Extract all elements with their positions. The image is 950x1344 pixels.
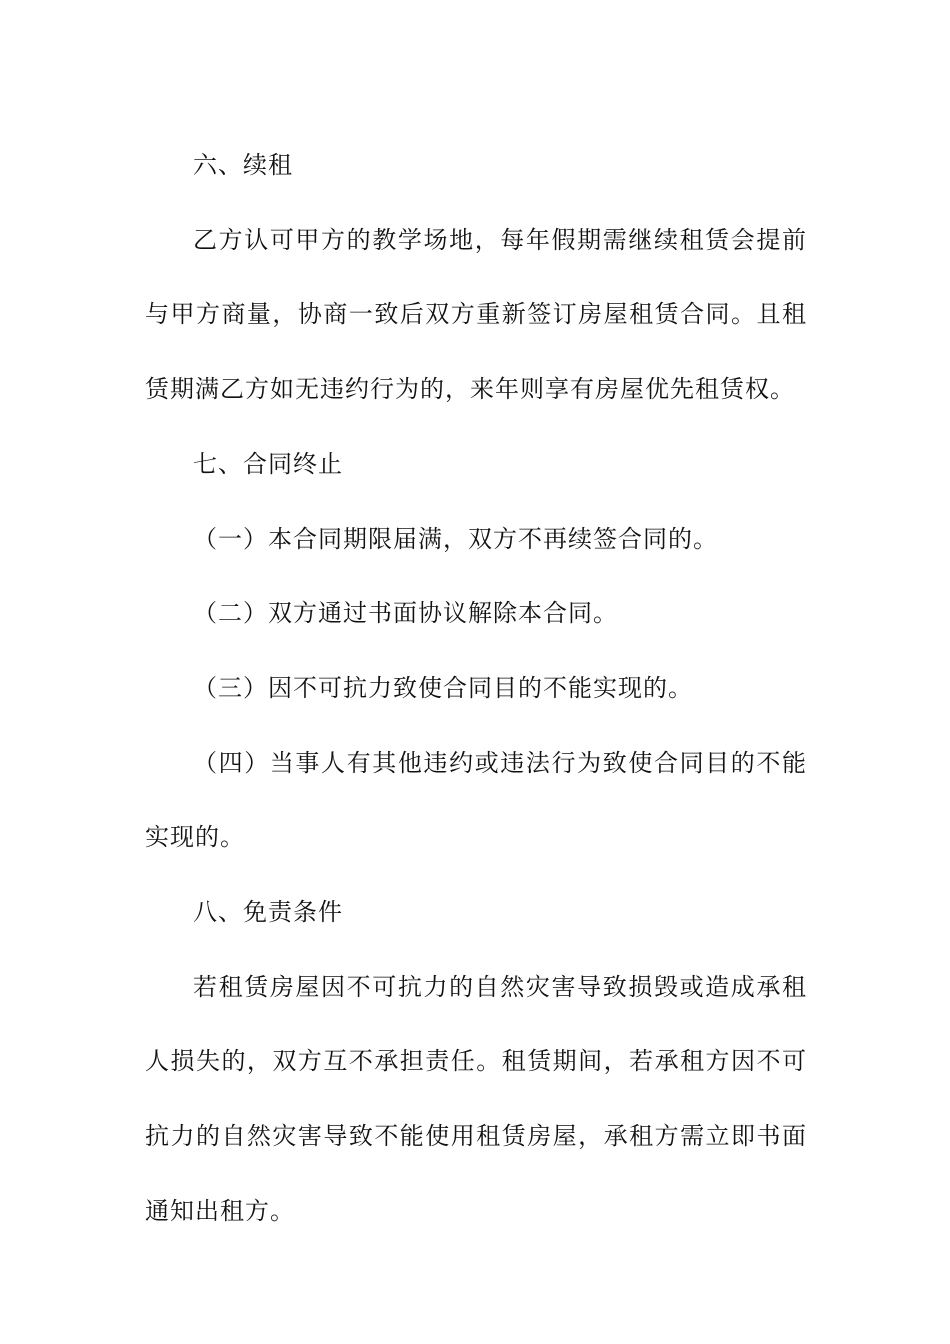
section-heading-renewal: 六、续租 <box>193 151 293 179</box>
document-body <box>145 128 807 1249</box>
section-heading-exemption: 八、免责条件 <box>193 898 343 927</box>
section-heading-termination: 七、合同终止 <box>193 449 343 478</box>
termination-clause-2: （二）双方通过书面协议解除本合同。 <box>193 599 618 628</box>
termination-clause-4: （四）当事人有其他违约或违法行为致使合同目的不能实现的。 <box>145 748 807 852</box>
paragraph-renewal-terms: 乙方认可甲方的教学场地，每年假期需继续租赁会提前与甲方商量，协商一致后双方重新签订房屋租赁合同。且租赁期满乙方如无违约行为的，来年则享有房屋优先租赁权。 <box>145 225 807 404</box>
termination-clause-3: （三）因不可抗力致使合同目的不能实现的。 <box>193 673 693 702</box>
termination-clause-1: （一）本合同期限届满，双方不再续签合同的。 <box>193 524 718 553</box>
paragraph-exemption-terms: 若租赁房屋因不可抗力的自然灾害导致损毁或造成承租人损失的，双方互不承担责任。租赁期间，若承租方因不可抗力的自然灾害导致不能使用租赁房屋，承租方需立即书面通知出租方。 <box>145 972 807 1225</box>
